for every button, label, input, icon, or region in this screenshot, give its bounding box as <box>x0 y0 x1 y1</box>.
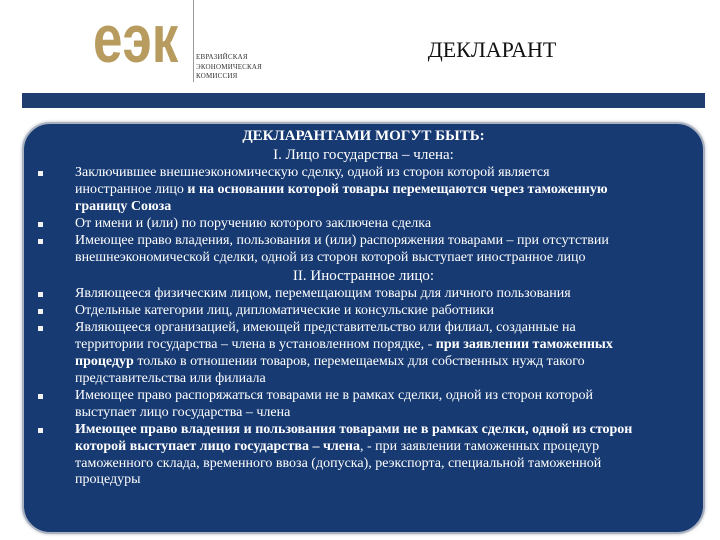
item-line <box>75 320 703 337</box>
org-name-line: ЭКОНОМИЧЕСКАЯ <box>196 62 263 71</box>
eek-logo: еэк <box>93 1 179 77</box>
bullet-icon <box>38 222 43 227</box>
item-text: только в отношении товаров, перемещаемых для собственных нужд такого <box>133 354 585 370</box>
panel-heading: ДЕКЛАРАНТАМИ МОГУТ БЫТЬ: <box>242 128 485 144</box>
item-text: выступает лицо государства – члена <box>75 404 291 420</box>
header-divider <box>193 0 194 82</box>
item-text: Имеющее право распоряжаться товарами не в рамках сделки, одной из сторон которой <box>75 387 593 403</box>
item-text: , - при заявлении таможенных процедур <box>360 438 600 454</box>
slide-title: ДЕКЛАРАНТ <box>427 37 557 62</box>
item-line <box>75 250 703 267</box>
item-text: Заключившее внешнеэкономическую сделку, одной из сторон которой является <box>75 165 550 180</box>
section-title: II. Иностранное лицо: <box>292 268 435 285</box>
list-item <box>24 388 703 422</box>
item-text: представительства или филиала <box>75 370 266 386</box>
item-line <box>75 199 703 216</box>
section-title: I. Лицо государства – члена: <box>273 147 454 163</box>
org-name <box>196 53 262 82</box>
item-line <box>75 216 703 233</box>
item-line <box>75 405 703 422</box>
bullet-icon <box>38 326 43 331</box>
list-item <box>24 303 703 320</box>
org-name-line: ЕВРАЗИЙСКАЯ <box>196 53 248 61</box>
item-text: процедуры <box>75 472 141 488</box>
item-text: Являющееся организацией, имеющей представительство или филиал, созданные на <box>75 320 576 336</box>
item-text: таможенного склада, временного ввоза (допуска), реэкспорта, специальной таможенной <box>75 455 602 471</box>
item-text: внешнеэкономической сделки, одной из сторон которой выступает иностранное лицо <box>75 249 586 265</box>
item-text-bold: Имеющее право владения и пользования товарами не в рамках сделки, одной из сторон <box>75 421 633 437</box>
item-text: Являющееся физическим лицом, перемещающим товары для личного пользования <box>75 286 571 302</box>
bullet-icon <box>38 394 43 399</box>
list-item <box>24 233 703 267</box>
item-text-bold: при заявлении таможенных <box>435 337 613 353</box>
list-item <box>24 165 703 216</box>
item-line <box>75 337 703 354</box>
item-text-bold: и на основании которой товары перемещаются через таможенную <box>187 181 608 197</box>
item-line <box>75 422 703 439</box>
item-line <box>75 439 703 456</box>
item-text: территории государства – члена в установленном порядке, - <box>75 337 436 353</box>
header-bar <box>22 93 705 108</box>
item-text-bold: процедур <box>75 354 134 370</box>
bullet-icon <box>38 309 43 314</box>
item-line <box>75 354 703 371</box>
item-text: иностранное лицо <box>75 181 188 197</box>
bullet-icon <box>38 171 43 176</box>
item-line <box>75 472 703 489</box>
item-line <box>75 233 703 250</box>
item-text: Отдельные категории лиц, дипломатические и консульские работники <box>75 303 494 319</box>
item-line <box>75 182 703 199</box>
item-line <box>75 371 703 388</box>
org-name-line: КОМИССИЯ <box>196 72 238 80</box>
section-list <box>24 286 703 489</box>
item-text: От имени и (или) по поручению которого заключена сделка <box>75 215 432 231</box>
list-item <box>24 286 703 303</box>
list-item <box>24 320 703 388</box>
item-line <box>75 388 703 405</box>
item-text-bold: границу Союза <box>75 198 172 214</box>
bullet-icon <box>38 239 43 244</box>
list-item <box>24 422 703 490</box>
item-line <box>75 286 703 303</box>
item-line <box>75 456 703 473</box>
bullet-icon <box>38 292 43 297</box>
declarants-panel <box>22 122 705 534</box>
item-line <box>75 165 703 182</box>
item-text-bold: которой выступает лицо государства – члена <box>75 438 360 454</box>
item-line <box>75 303 703 320</box>
section-list <box>24 165 703 266</box>
item-text: Имеющее право владения, пользования и (или) распоряжения товарами – при отсутствии <box>75 232 609 248</box>
bullet-icon <box>38 428 43 433</box>
list-item <box>24 216 703 233</box>
